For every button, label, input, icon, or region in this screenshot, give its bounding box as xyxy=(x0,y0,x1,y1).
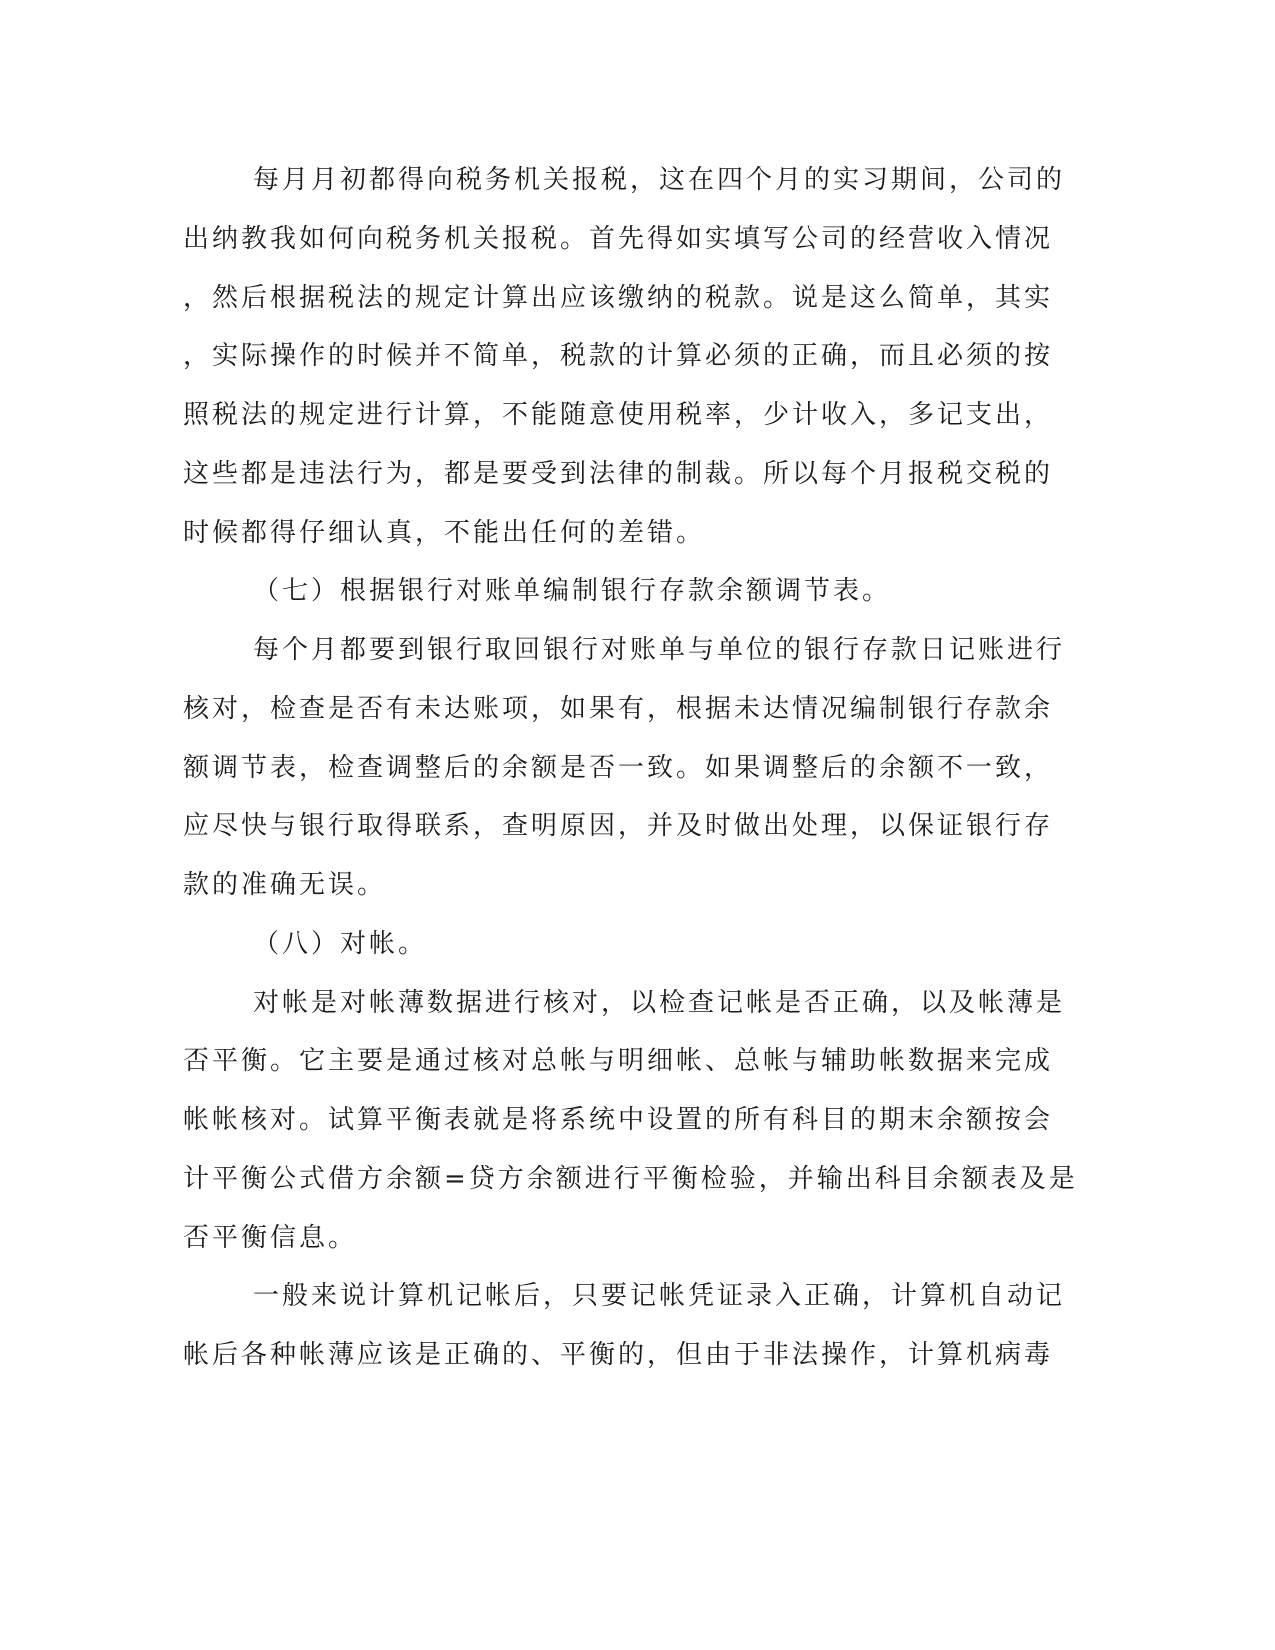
text-line: 帐帐核对。试算平衡表就是将系统中设置的所有科目的期末余额按会 xyxy=(183,1105,1054,1135)
text-line: 对帐是对帐薄数据进行核对，以检查记帐是否正确，以及帐薄是 xyxy=(253,988,1066,1018)
text-line: 额调节表，检查调整后的余额是否一致。如果调整后的余额不一致， xyxy=(183,753,1054,783)
text-line: 时候都得仔细认真，不能出任何的差错。 xyxy=(183,518,706,548)
text-line: 否平衡。它主要是通过核对总帐与明细帐、总帐与辅助帐数据来完成 xyxy=(183,1046,1054,1076)
text-line: 帐后各种帐薄应该是正确的、平衡的，但由于非法操作，计算机病毒 xyxy=(183,1340,1054,1370)
section-heading: （八）对帐。 xyxy=(253,929,428,959)
text-line: 应尽快与银行取得联系，查明原因，并及时做出处理，以保证银行存 xyxy=(183,811,1054,841)
text-line: 一般来说计算机记帐后，只要记帐凭证录入正确，计算机自动记 xyxy=(253,1281,1066,1311)
text-line: 款的准确无误。 xyxy=(183,870,387,900)
text-line: 出纳教我如何向税务机关报税。首先得如实填写公司的经营收入情况 xyxy=(183,224,1054,254)
text-line: 计平衡公式借方余额=贷方余额进行平衡检验，并输出科目余额表及是 xyxy=(183,1164,1078,1194)
section-heading: （七）根据银行对账单编制银行存款余额调节表。 xyxy=(253,576,892,606)
text-line: 核对，检查是否有未达账项，如果有，根据未达情况编制银行存款余 xyxy=(183,694,1054,724)
text-line: 这些都是违法行为，都是要受到法律的制裁。所以每个月报税交税的 xyxy=(183,459,1054,489)
text-line: 否平衡信息。 xyxy=(183,1223,358,1253)
text-line: ，然后根据税法的规定计算出应该缴纳的税款。说是这么简单，其实 xyxy=(183,283,1054,313)
text-line: ，实际操作的时候并不简单，税款的计算必须的正确，而且必须的按 xyxy=(183,341,1054,371)
text-line: 每月月初都得向税务机关报税，这在四个月的实习期间，公司的 xyxy=(253,165,1066,195)
text-line: 照税法的规定进行计算，不能随意使用税率，少计收入，多记支出， xyxy=(183,400,1054,430)
text-line: 每个月都要到银行取回银行对账单与单位的银行存款日记账进行 xyxy=(253,635,1066,665)
